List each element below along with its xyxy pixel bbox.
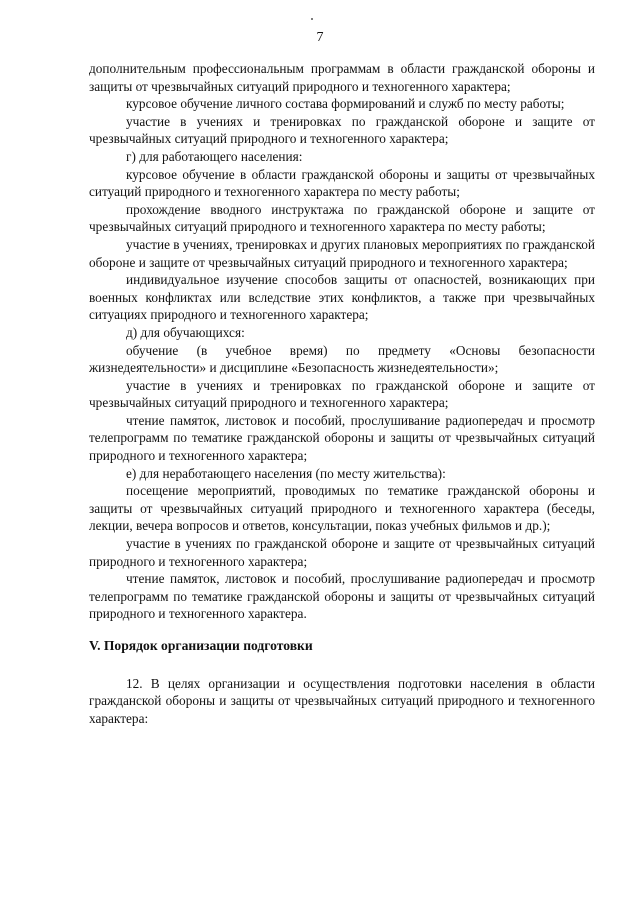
page-number: 7 xyxy=(316,30,324,45)
paragraph: курсовое обучение в области гражданской обороны и защиты от чрезвычайных ситуаций природного и техногенного характера по месту работы; xyxy=(89,166,595,200)
paragraph: прохождение вводного инструктажа по гражданской обороне и защите от чрезвычайных ситуаций природного и техногенного характера по месту работы; xyxy=(89,201,595,235)
paragraph-continuation: дополнительным профессиональным программам в области гражданской обороны и защиты от чрезвычайных ситуаций природного и техногенного характера; xyxy=(89,61,595,94)
paragraph: участие в учениях по гражданской обороне и защите от чрезвычайных ситуаций природного и техногенного характера; xyxy=(89,536,595,569)
list-subheading: д) для обучающихся: xyxy=(126,324,245,340)
section-heading: V. Порядок организации подготовки xyxy=(89,638,313,653)
section-paragraph: 12. В целях организации и осуществления подготовки населения в области гражданской обороны и защиты от чрезвычайных ситуаций природного и техногенного характера: xyxy=(89,675,595,726)
document-body xyxy=(89,60,595,727)
paragraph: чтение памяток, листовок и пособий, прослушивание радиопередач и просмотр телепрограмм по тематике гражданской обороны и защиты от чрезвычайных ситуаций природного и техногенного характера. xyxy=(89,571,595,622)
paragraph: индивидуальное изучение способов защиты от опасностей, возникающих при военных конфликтах или вследствие этих конфликтов, а также при чрезвычайных ситуациях природного и техногенного характера; xyxy=(89,272,595,323)
paragraph: участие в учениях и тренировках по гражданской обороне и защите от чрезвычайных ситуаций природного и техногенного характера; xyxy=(89,113,595,147)
scan-speck xyxy=(311,18,313,20)
paragraph: участие в учениях и тренировках по гражданской обороне и защите от чрезвычайных ситуаций природного и техногенного характера; xyxy=(89,377,595,411)
list-subheading: г) для работающего населения: xyxy=(126,148,303,164)
paragraph: посещение мероприятий, проводимых по тематике гражданской обороны и защиты от чрезвычайных ситуаций природного и техногенного характера (беседы, лекции, вечера вопросов и ответов, консультации, показ учебных фильмов и др.); xyxy=(89,483,595,534)
list-subheading: е) для неработающего населения (по месту жительства): xyxy=(126,465,446,481)
paragraph: курсовое обучение личного состава формирований и служб по месту работы; xyxy=(126,96,565,112)
paragraph: чтение памяток, листовок и пособий, прослушивание радиопередач и просмотр телепрограмм по тематике гражданской обороны и защиты от чрезвычайных ситуаций природного и техногенного характера; xyxy=(89,412,595,464)
paragraph: обучение (в учебное время) по предмету «Основы безопасности жизнедеятельности» и дисциплине «Безопасность жизнедеятельности»; xyxy=(89,342,595,376)
paragraph: участие в учениях, тренировках и других плановых мероприятиях по гражданской обороне и защите от чрезвычайных ситуаций природного и техногенного характера; xyxy=(89,236,595,270)
